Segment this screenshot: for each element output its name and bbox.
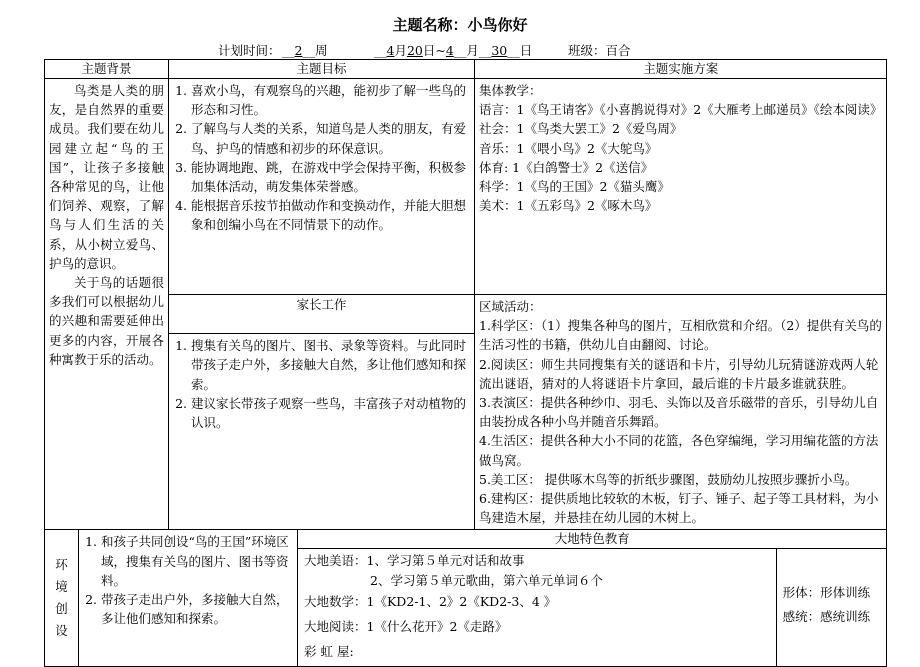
dadi-body: 形体：形体训练 (782, 585, 871, 601)
goal-item: 4. 能根据音乐按节拍做动作和变换动作，并能大胆想象和创编小鸟在不同情景下的动作。 (191, 196, 470, 234)
area-item: 5.美工区： 提供啄木鸟等的折纸步骤图，鼓励幼儿按照步骤折小鸟。 (479, 471, 858, 487)
dadi-right-cell (776, 549, 887, 667)
area-item: 4.生活区：提供各种大小不同的花篮，各色穿编绳，学习用编花篮的方法做鸟窝。 (479, 433, 879, 468)
dadi-english-1: 大地美语：1、学习第５单元对话和故事 (304, 553, 525, 569)
header-background: 主题背景 (45, 60, 169, 79)
class-label: 班级：百合 (568, 43, 631, 58)
area-item: 1.科学区：（1）搜集各种鸟的图片，互相欣赏和介绍。（2）提供有关鸟的生活习性的书籍，供幼儿自由翻阅、讨论。 (479, 318, 882, 353)
header-dadi: 大地特色教育 (298, 530, 887, 549)
dadi-english-2: 2、学习第５单元歌曲，第六单元单词６个 (370, 572, 603, 588)
environment-label: 环境创设 (45, 530, 79, 667)
environment-cell (79, 530, 298, 667)
collective-item: 音乐：1《喂小鸟》2《大鸵鸟》 (479, 140, 658, 156)
collective-item: 社会：1《鸟类大罢工》2《爱鸟周》 (479, 121, 683, 137)
dadi-cell (298, 549, 777, 667)
header-goals: 主题目标 (169, 60, 475, 79)
dadi-rainbow: 彩 虹 屋: (304, 644, 354, 660)
background-cell (45, 79, 169, 530)
header-family: 家长工作 (169, 295, 475, 334)
area-title: 区域活动： (479, 299, 542, 314)
weeks-value: __2__周 (282, 43, 328, 58)
family-cell (169, 334, 475, 530)
theme-plan-table (44, 59, 887, 667)
goal-item: 1. 喜欢小鸟，有观察鸟的兴趣，能初步了解一些鸟的形态和习性。 (191, 81, 470, 119)
environment-item: 2. 带孩子走出户外，多接触大自然，多让他们感知和探索。 (101, 590, 293, 628)
dadi-sense: 感统：感统训练 (782, 608, 871, 624)
dadi-reading: 大地阅读：1《什么花开》2《走路》 (304, 619, 508, 635)
environment-item: 1. 和孩子共同创设“鸟的王国”环境区域，搜集有关鸟的图片、图书等资料。 (101, 532, 293, 590)
collective-item: 语言：1《鸟王请客》《小喜鹊说得对》2《大雁考上邮递员》《绘本阅读》 (479, 102, 883, 118)
collective-cell (475, 79, 887, 295)
collective-item: 体育: 1《白鸽警士》2《送信》 (479, 159, 654, 175)
collective-item: 科学：1《鸟的王国》2《猫头鹰》 (479, 179, 670, 195)
page-title: 主题名称：小鸟你好 (392, 16, 528, 34)
header-plan: 主题实施方案 (475, 60, 887, 79)
goals-cell (169, 79, 475, 295)
area-item: 3.表演区：提供各种纱巾、羽毛、头饰以及音乐磁带的音乐，引导幼儿自由装扮成各种小鸟并随音乐舞蹈。 (479, 395, 879, 430)
goal-item: 2. 了解鸟与人类的关系，知道鸟是人类的朋友，有爱鸟、护鸟的情感和初步的环保意识。 (191, 119, 470, 157)
dadi-math: 大地数学：1《KD2-1、2》2《KD2-3、4 》 (304, 593, 557, 609)
area-item: 6.建构区：提供质地比较软的木板，钉子、锤子、起子等工具材料，为小鸟建造木屋，并悬挂在幼儿园的木树上。 (479, 491, 879, 526)
date-range: __4月20日~4__月__30__日 (374, 43, 533, 58)
plan-time-label: 计划时间： (218, 43, 281, 58)
area-item: 2.阅读区：师生共同搜集有关的谜语和卡片，引导幼儿玩猜谜游戏两人轮流出谜语，猜对的人将谜语卡片拿回，最后谁的卡片最多谁就获胜。 (479, 356, 879, 391)
family-item: 1. 搜集有关鸟的图片、图书、录象等资料。与此同时带孩子走户外，多接触大自然，多让他们感知和探索。 (191, 336, 470, 394)
area-cell (475, 295, 887, 530)
collective-item: 美术：1《五彩鸟》2《啄木鸟》 (479, 198, 658, 214)
background-paragraph: 关于鸟的话题很多我们可以根据幼儿的兴趣和需要延伸出更多的内容，开展各种寓教于乐的活动。 (49, 275, 164, 367)
collective-title: 集体教学： (479, 83, 542, 98)
goal-item: 3. 能协调地跑、跳，在游戏中学会保持平衡，积极参加集体活动，萌发集体荣誉感。 (191, 158, 470, 196)
background-paragraph: 鸟类是人类的朋友，是自然界的重要成员。我们要在幼儿园建立起“鸟的王国”，让孩子多接触各种常见的鸟，让他们饲养、观察，了解鸟与人们生活的关系，从小树立爱鸟、护鸟的意识。 (49, 83, 164, 271)
family-item: 2. 建议家长带孩子观察一些鸟，丰富孩子对动植物的认识。 (191, 394, 470, 432)
